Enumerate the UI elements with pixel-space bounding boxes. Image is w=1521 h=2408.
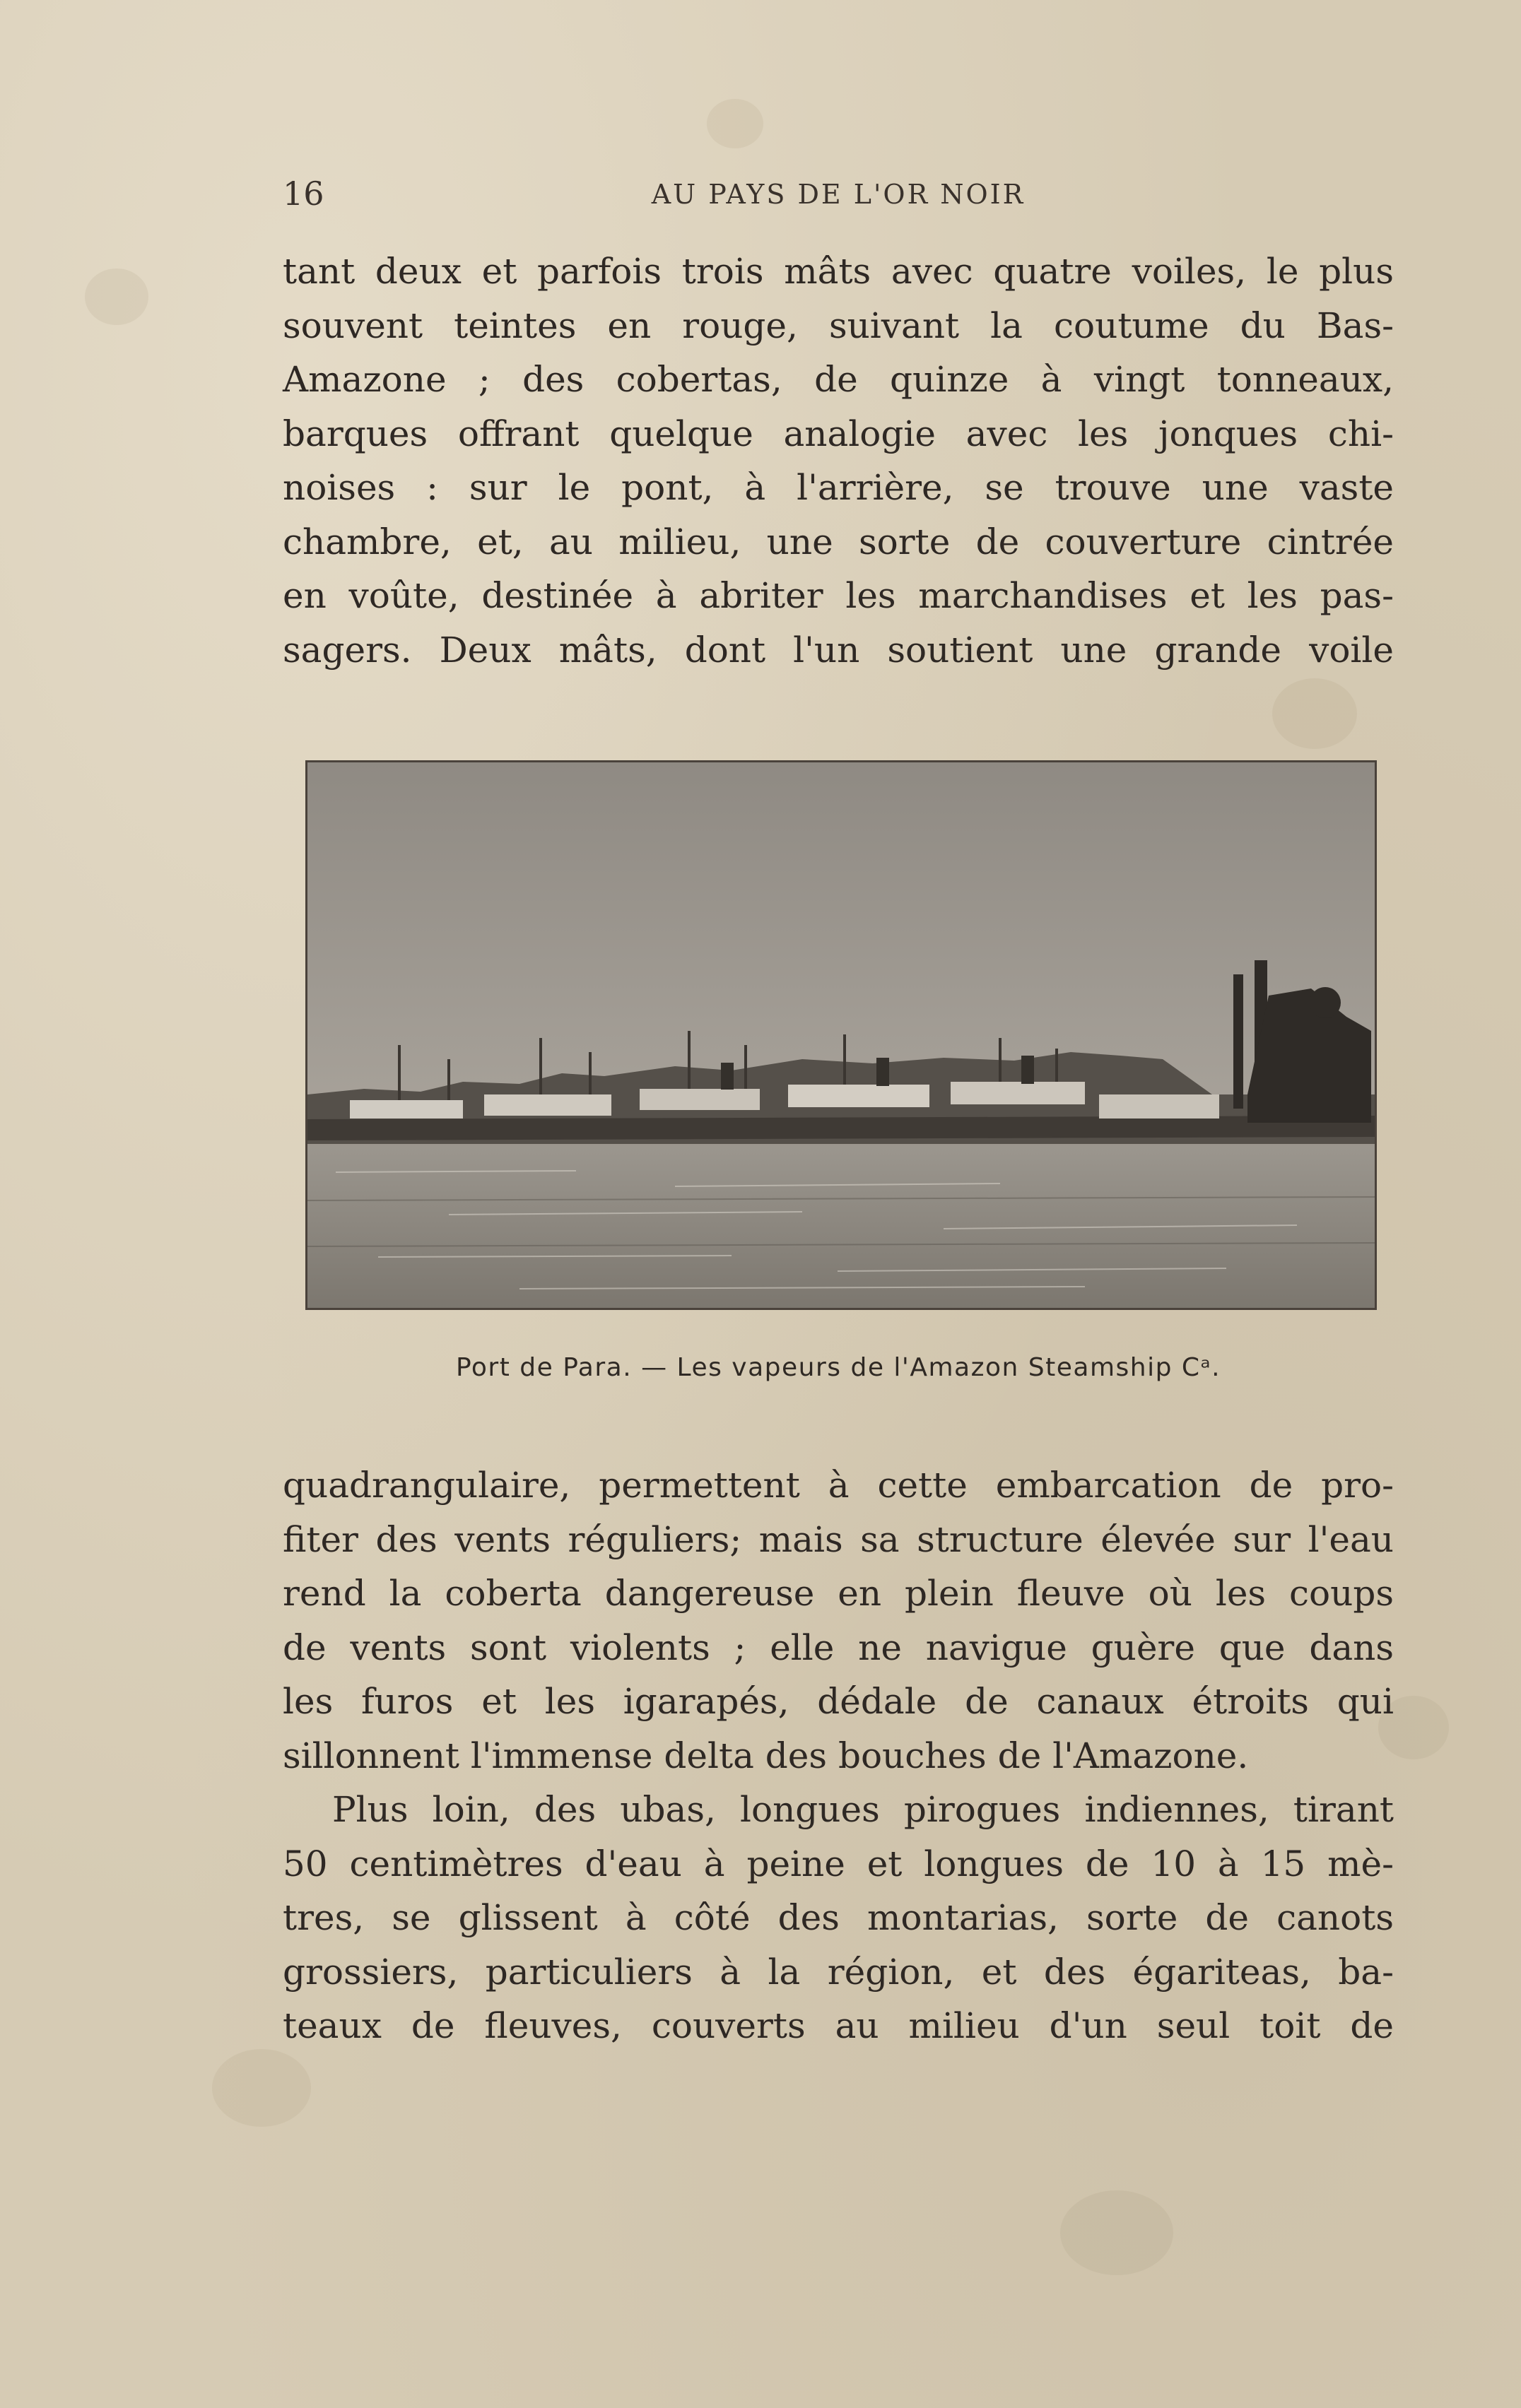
text-line: noises : sur le pont, à l'arrière, se trouve une vaste: [283, 467, 1394, 508]
text-line: les furos et les igarapés, dédale de canaux étroits qui: [283, 1681, 1394, 1722]
text-line: sagers. Deux mâts, dont l'un soutient une grande voile: [283, 629, 1394, 671]
page-header: [283, 172, 1394, 222]
running-title: AU PAYS DE L'OR NOIR: [651, 179, 1026, 210]
text-line: chambre, et, au milieu, une sorte de couverture cintrée: [283, 521, 1394, 562]
text-line: sillonnent l'immense delta des bouches de l'Amazone.: [283, 1735, 1249, 1776]
page-number: 16: [283, 175, 324, 213]
text-line: Plus loin, des ubas, longues pirogues indiennes, tirant: [332, 1789, 1394, 1830]
text-line: grossiers, particuliers à la région, et des égariteas, ba-: [283, 1951, 1394, 1993]
text-line: Amazone ; des cobertas, de quinze à vingt tonneaux,: [283, 359, 1394, 400]
paper-stain: [212, 2049, 311, 2127]
paper-stain: [1272, 678, 1357, 749]
text-line: rend la coberta dangereuse en plein fleuve où les coups: [283, 1573, 1394, 1614]
paper-stain: [85, 268, 148, 325]
text-line: 50 centimètres d'eau à peine et longues de 10 à 15 mè-: [283, 1843, 1394, 1884]
text-line: souvent teintes en rouge, suivant la coutume du Bas-: [283, 305, 1394, 346]
text-line: barques offrant quelque analogie avec les jonques chi-: [283, 413, 1394, 454]
paper-stain: [707, 99, 763, 148]
text-line: tres, se glissent à côté des montarias, sorte de canots: [283, 1897, 1394, 1938]
text-line: tant deux et parfois trois mâts avec quatre voiles, le plus: [283, 251, 1394, 292]
paragraph-3: [283, 1783, 1394, 2053]
paper-stain: [1060, 2190, 1173, 2275]
text-line: quadrangulaire, permettent à cette embarcation de pro-: [283, 1465, 1394, 1506]
text-line: teaux de fleuves, couverts au milieu d'un seul toit de: [283, 2005, 1394, 2046]
text-line: de vents sont violents ; elle ne navigue guère que dans: [283, 1627, 1394, 1668]
text-line: en voûte, destinée à abriter les marchandises et les pas-: [283, 575, 1394, 616]
paragraph-2: [283, 1458, 1394, 1783]
harbor-photograph: [305, 760, 1377, 1310]
text-line: fiter des vents réguliers; mais sa structure élevée sur l'eau: [283, 1518, 1394, 1560]
paragraph-1: [283, 244, 1394, 677]
figure-caption: Port de Para. — Les vapeurs de l'Amazon Steamship Cᵃ.: [455, 1353, 1221, 1382]
